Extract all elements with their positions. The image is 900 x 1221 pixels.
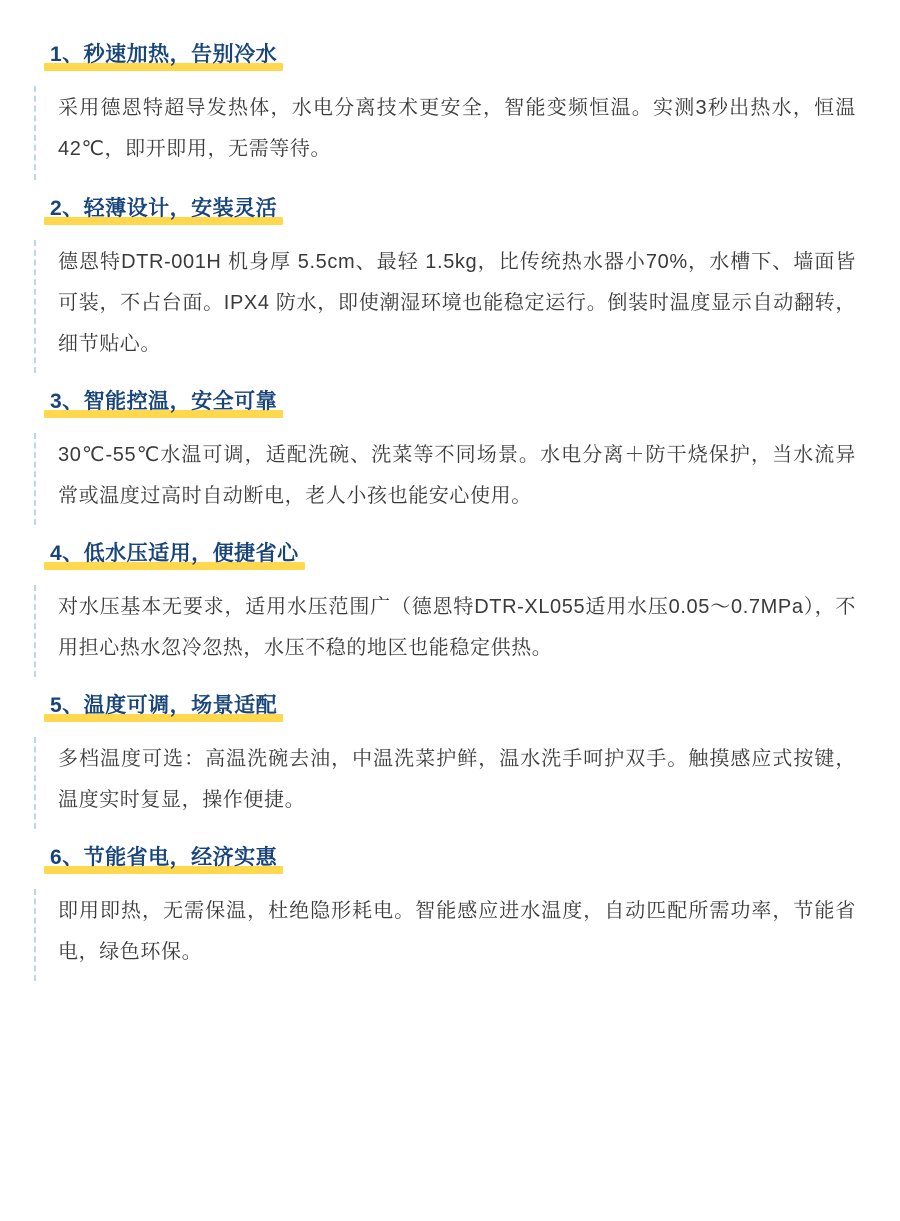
section-heading-5: [44, 691, 283, 723]
section-body-6: [34, 889, 866, 981]
section-heading-4: [44, 539, 305, 571]
section-heading-3: [44, 387, 283, 419]
feature-section-3: [34, 387, 866, 525]
feature-section-1: [34, 40, 866, 180]
section-heading-text: 1、秒速加热，告别冷水: [50, 43, 278, 66]
feature-section-5: [34, 691, 866, 829]
section-heading-text: 6、节能省电，经济实惠: [50, 846, 278, 869]
section-heading-1: [44, 40, 283, 72]
feature-section-2: [34, 194, 866, 373]
section-body-4: [34, 585, 866, 677]
section-body-text: 多档温度可选：高温洗碗去油，中温洗菜护鲜，温水洗手呵护双手。触摸感应式按键，温度实时复显，操作便捷。: [58, 748, 856, 811]
feature-section-4: [34, 539, 866, 677]
section-body-text: 对水压基本无要求，适用水压范围广（德恩特DTR-XL055适用水压0.05～0.7MPa），不用担心热水忽冷忽热，水压不稳的地区也能稳定供热。: [58, 596, 856, 659]
section-body-2: [34, 240, 866, 373]
section-heading-text: 2、轻薄设计，安装灵活: [50, 197, 278, 220]
section-heading-text: 3、智能控温，安全可靠: [50, 390, 278, 413]
feature-section-6: [34, 843, 866, 981]
section-body-text: 即用即热，无需保温，杜绝隐形耗电。智能感应进水温度，自动匹配所需功率，节能省电，绿色环保。: [58, 900, 856, 963]
section-heading-2: [44, 194, 283, 226]
section-body-text: 德恩特DTR-001H 机身厚 5.5cm、最轻 1.5kg，比传统热水器小70%，水槽下、墙面皆可装，不占台面。IPX4 防水，即使潮湿环境也能稳定运行。倒装时温度显示自动翻转，细节贴心。: [58, 251, 856, 355]
section-body-1: [34, 86, 866, 180]
section-heading-text: 4、低水压适用，便捷省心: [50, 542, 299, 565]
section-heading-text: 5、温度可调，场景适配: [50, 694, 278, 717]
section-body-5: [34, 737, 866, 829]
section-body-text: 采用德恩特超导发热体，水电分离技术更安全，智能变频恒温。实测3秒出热水，恒温42℃，即开即用，无需等待。: [58, 97, 856, 160]
section-heading-6: [44, 843, 283, 875]
section-body-3: [34, 433, 866, 525]
section-body-text: 30℃-55℃水温可调，适配洗碗、洗菜等不同场景。水电分离＋防干烧保护，当水流异常或温度过高时自动断电，老人小孩也能安心使用。: [58, 444, 856, 507]
